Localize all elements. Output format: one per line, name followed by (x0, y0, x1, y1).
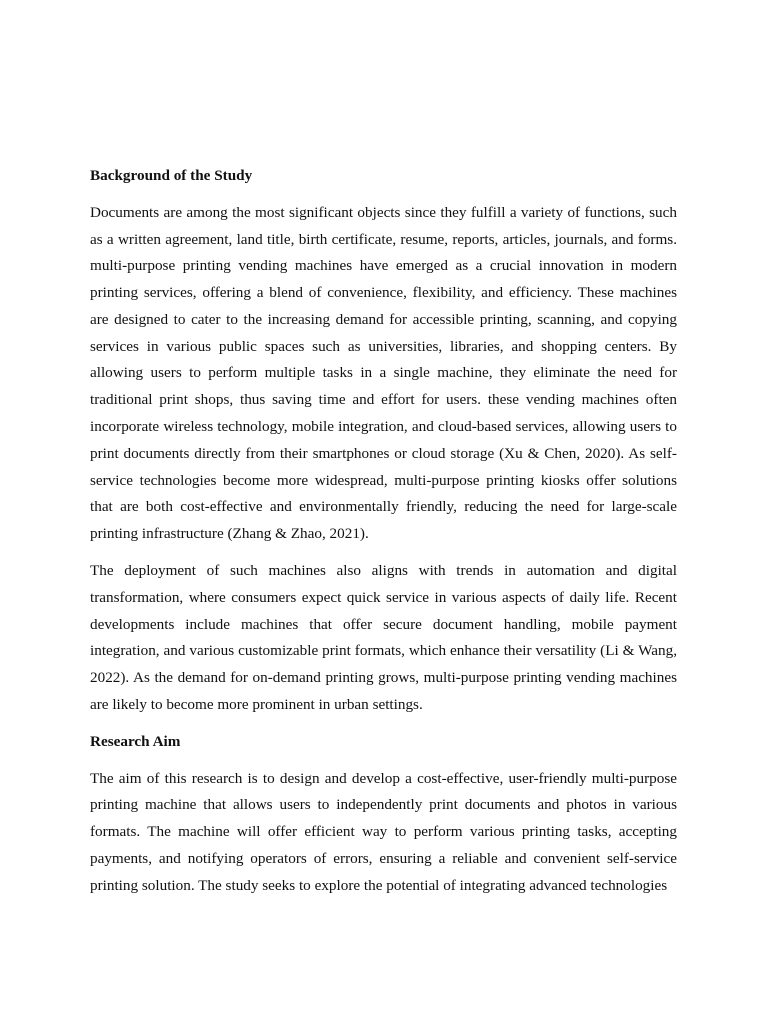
section-heading-research-aim: Research Aim (90, 732, 181, 750)
paragraph-research-aim-1: The aim of this research is to design and develop a cost-effective, user-friendly multi-purpose printing machine that allows users to independently print documents and photos in various formats. The machine will offer efficient way to perform various printing tasks, accepting payments, and notifying operators of errors, ensuring a reliable and convenient self-service printing solution. The study seeks to explore the potential of integrating advanced technologies (90, 769, 677, 894)
paragraph-background-2: The deployment of such machines also aligns with trends in automation and digital transformation, where consumers expect quick service in various aspects of daily life. Recent developments include machines that offer secure document handling, mobile payment integration, and various customizable print formats, which enhance their versatility (Li & Wang, 2022). As the demand for on-demand printing grows, multi-purpose printing vending machines are likely to become more prominent in urban settings. (90, 562, 677, 714)
paragraph-background-1: Documents are among the most significant objects since they fulfill a variety of functions, such as a written agreement, land title, birth certificate, resume, reports, articles, journals, and forms. multi-purpose printing vending machines have emerged as a crucial innovation in modern printing services, offering a blend of convenience, flexibility, and efficiency. These machines are designed to cater to the increasing demand for accessible printing, scanning, and copying services in various public spaces such as universities, libraries, and shopping centers. By allowing users to perform multiple tasks in a single machine, they eliminate the need for traditional print shops, thus saving time and effort for users. these vending machines often incorporate wireless technology, mobile integration, and cloud-based services, allowing users to print documents directly from their smartphones or cloud storage (Xu & Chen, 2020). As self-service technologies become more widespread, multi-purpose printing kiosks offer solutions that are both cost-effective and environmentally friendly, reducing the need for large-scale printing infrastructure (Zhang & Zhao, 2021). (90, 203, 677, 543)
document-body (90, 163, 677, 910)
section-heading-background: Background of the Study (90, 167, 253, 184)
